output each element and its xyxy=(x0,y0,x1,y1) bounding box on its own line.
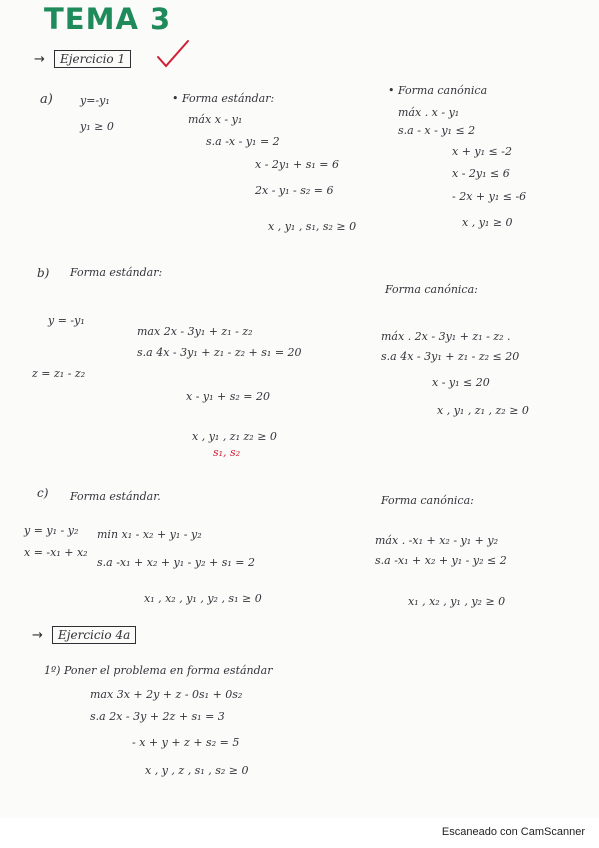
part-a-std-line: 2x - y₁ - s₂ = 6 xyxy=(255,184,334,197)
part-a-left-2: y₁ ≥ 0 xyxy=(80,120,114,133)
part-b-std-line: max 2x - 3y₁ + z₁ - z₂ xyxy=(137,325,253,338)
part-a-can-title: • Forma canónica xyxy=(388,84,488,97)
part-b-can-line: s.a 4x - 3y₁ + z₁ - z₂ ≤ 20 xyxy=(381,350,520,363)
exercise-4a-label: Ejercicio 4a xyxy=(52,626,136,644)
part-b-left-1: y = -y₁ xyxy=(48,314,85,327)
part-c-left-1: y = y₁ - y₂ xyxy=(24,524,79,537)
scanner-watermark: Escaneado con CamScanner xyxy=(441,826,585,838)
part-c-can-line: x₁ , x₂ , y₁ , y₂ ≥ 0 xyxy=(408,595,506,608)
part-c-left-2: x = -x₁ + x₂ xyxy=(24,546,88,559)
part-a-tag: a) xyxy=(40,92,53,107)
part-a-can-line: x - 2y₁ ≤ 6 xyxy=(452,167,510,180)
part-a-std-line: x - 2y₁ + s₁ = 6 xyxy=(255,158,340,171)
part-b-std-line-red: s₁, s₂ xyxy=(213,446,241,459)
part-c-can-line: s.a -x₁ + x₂ + y₁ - y₂ ≤ 2 xyxy=(375,554,507,567)
part-c-tag: c) xyxy=(37,486,49,500)
part-a-std-line: máx x - y₁ xyxy=(188,113,243,126)
part-b-can-title: Forma canónica: xyxy=(385,283,478,296)
arrow-icon: → xyxy=(34,52,45,67)
checkmark-icon xyxy=(155,38,191,70)
part-c-std-line: min x₁ - x₂ + y₁ - y₂ xyxy=(97,528,202,541)
part-b-tag: b) xyxy=(37,266,50,280)
part-a-can-line: máx . x - y₁ xyxy=(398,106,460,119)
exercise-4a-line: s.a 2x - 3y + 2z + s₁ = 3 xyxy=(90,710,225,723)
part-a-left-1: y=-y₁ xyxy=(80,94,110,107)
exercise-4a-line: max 3x + 2y + z - 0s₁ + 0s₂ xyxy=(90,688,243,701)
part-a-std-line: s.a -x - y₁ = 2 xyxy=(206,135,280,148)
part-a-std-line: x , y₁ , s₁, s₂ ≥ 0 xyxy=(268,220,357,233)
exercise-4a-step: 1º) Poner el problema en forma estándar xyxy=(44,664,273,677)
part-a-can-line: - 2x + y₁ ≤ -6 xyxy=(452,190,527,203)
part-c-std-line: s.a -x₁ + x₂ + y₁ - y₂ + s₁ = 2 xyxy=(97,556,255,569)
exercise-1-label: Ejercicio 1 xyxy=(54,50,131,68)
exercise-4a-line: - x + y + z + s₂ = 5 xyxy=(132,736,240,749)
part-a-can-line: x + y₁ ≤ -2 xyxy=(452,145,512,158)
page-title: TEMA 3 xyxy=(44,2,172,36)
part-a-std-title: • Forma estándar: xyxy=(172,92,275,105)
part-a-can-line: s.a - x - y₁ ≤ 2 xyxy=(398,124,476,137)
part-b-std-line: x - y₁ + s₂ = 20 xyxy=(186,390,271,403)
exercise-4a-line: x , y , z , s₁ , s₂ ≥ 0 xyxy=(145,764,249,777)
arrow-icon: → xyxy=(32,628,43,643)
part-b-can-line: x - y₁ ≤ 20 xyxy=(432,376,490,389)
part-b-can-line: máx . 2x - 3y₁ + z₁ - z₂ . xyxy=(381,330,511,343)
part-c-can-line: máx . -x₁ + x₂ - y₁ + y₂ xyxy=(375,534,499,547)
part-b-std-line: x , y₁ , z₁ z₂ ≥ 0 xyxy=(192,430,277,443)
part-a-can-line: x , y₁ ≥ 0 xyxy=(462,216,513,229)
part-c-std-title: Forma estándar. xyxy=(70,490,161,503)
part-b-std-line: s.a 4x - 3y₁ + z₁ - z₂ + s₁ = 20 xyxy=(137,346,302,359)
part-b-std-title: Forma estándar: xyxy=(70,266,163,279)
part-c-std-line: x₁ , x₂ , y₁ , y₂ , s₁ ≥ 0 xyxy=(144,592,262,605)
part-b-can-line: x , y₁ , z₁ , z₂ ≥ 0 xyxy=(437,404,529,417)
part-b-left-2: z = z₁ - z₂ xyxy=(32,367,86,380)
part-c-can-title: Forma canónica: xyxy=(381,494,474,507)
